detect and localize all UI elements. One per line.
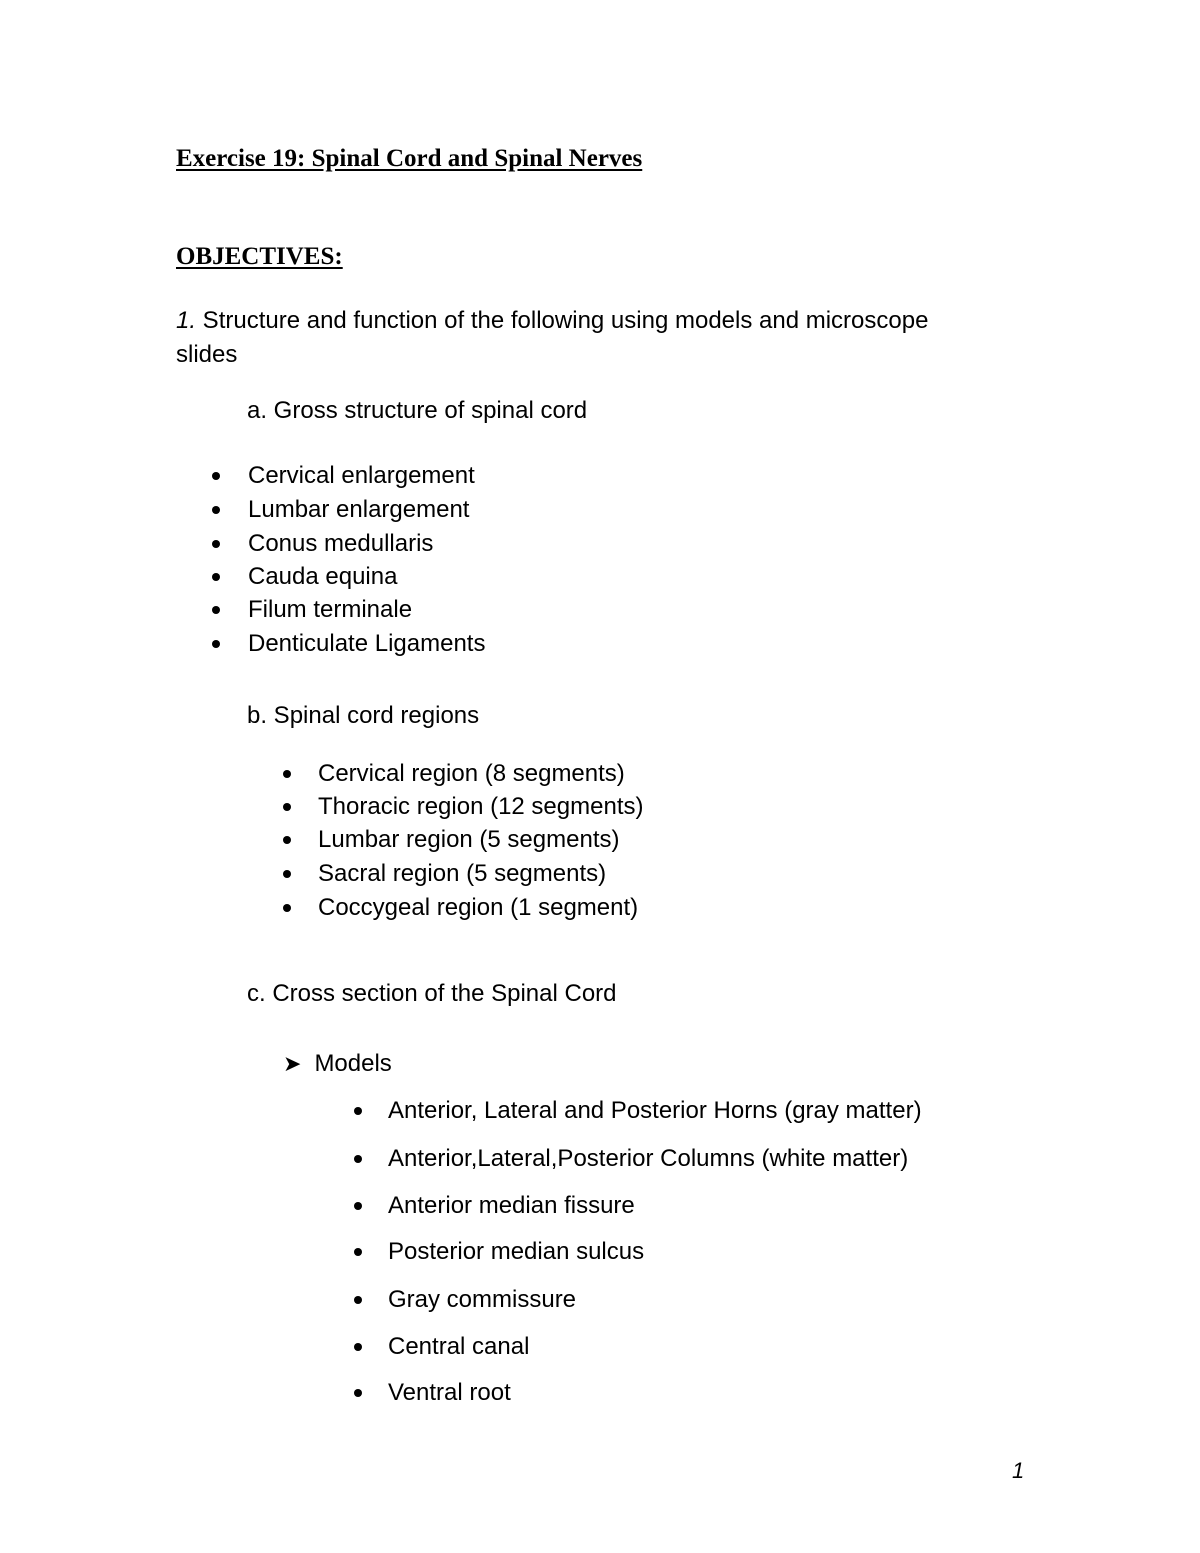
list-item	[283, 795, 643, 819]
list-item	[354, 1381, 511, 1405]
objective-1-line-1	[176, 309, 928, 333]
bullet-icon	[354, 1343, 362, 1351]
list-item	[212, 598, 412, 622]
list-item-text: Thoracic region (12 segments)	[318, 793, 644, 820]
page-number: 1	[1012, 1458, 1025, 1483]
bullet-icon	[212, 540, 220, 548]
objective-number: 1.	[176, 307, 197, 334]
list-item-text: Ventral root	[388, 1379, 511, 1406]
bullet-icon	[354, 1248, 362, 1256]
bullet-icon	[283, 770, 291, 778]
list-item	[354, 1288, 576, 1312]
bullet-icon	[212, 606, 220, 614]
list-item	[283, 896, 638, 920]
list-item	[212, 464, 475, 488]
list-item	[212, 565, 397, 589]
list-item-text: Cervical region (8 segments)	[318, 760, 625, 787]
bullet-icon	[283, 870, 291, 878]
list-item	[283, 862, 606, 886]
list-item	[212, 632, 485, 656]
models-label: Models	[314, 1050, 392, 1077]
list-item-text: Anterior median fissure	[388, 1192, 635, 1219]
objectives-heading: OBJECTIVES:	[176, 243, 343, 270]
list-item-text: Filum terminale	[248, 596, 413, 623]
list-item-text: Cervical enlargement	[248, 462, 475, 489]
document-title: Exercise 19: Spinal Cord and Spinal Nerves	[176, 145, 643, 172]
bullet-icon	[212, 506, 220, 514]
list-item-text: Gray commissure	[388, 1286, 577, 1313]
list-item-text: Denticulate Ligaments	[248, 630, 486, 657]
list-item-text: Posterior median sulcus	[388, 1238, 645, 1265]
list-item-text: Lumbar region (5 segments)	[318, 826, 620, 853]
bullet-icon	[212, 640, 220, 648]
list-item	[283, 828, 619, 852]
list-item	[212, 498, 469, 522]
section-c-heading: c. Cross section of the Spinal Cord	[247, 980, 617, 1007]
bullet-icon	[283, 836, 291, 844]
bullet-icon	[212, 472, 220, 480]
bullet-icon	[212, 573, 220, 581]
arrowhead-bullet-icon: ➤	[283, 1051, 302, 1076]
bullet-icon	[354, 1296, 362, 1304]
bullet-icon	[354, 1202, 362, 1210]
list-item-text: Anterior,Lateral,Posterior Columns (white matter)	[388, 1145, 909, 1172]
section-b-heading: b. Spinal cord regions	[247, 702, 480, 729]
list-item-text: Coccygeal region (1 segment)	[318, 894, 639, 921]
list-item	[354, 1335, 529, 1359]
list-item-text: Central canal	[388, 1333, 530, 1360]
bullet-icon	[354, 1107, 362, 1115]
list-item-text: Cauda equina	[248, 563, 398, 590]
list-item	[212, 532, 433, 556]
list-item	[354, 1099, 922, 1123]
list-item	[354, 1240, 644, 1264]
bullet-icon	[354, 1155, 362, 1163]
bullet-icon	[283, 803, 291, 811]
list-item-text: Conus medullaris	[248, 530, 434, 557]
list-item	[354, 1147, 908, 1171]
list-item	[354, 1194, 635, 1218]
list-item-text: Anterior, Lateral and Posterior Horns (gray matter)	[388, 1097, 922, 1124]
models-item	[283, 1052, 392, 1076]
list-item-text: Lumbar enlargement	[248, 496, 470, 523]
list-item-text: Sacral region (5 segments)	[318, 860, 607, 887]
objective-1-line-2: slides	[176, 341, 238, 368]
list-item	[283, 762, 625, 786]
bullet-icon	[354, 1389, 362, 1397]
objective-text: Structure and function of the following using models and microscope	[196, 307, 929, 334]
bullet-icon	[283, 904, 291, 912]
section-a-heading: a. Gross structure of spinal cord	[247, 397, 588, 424]
